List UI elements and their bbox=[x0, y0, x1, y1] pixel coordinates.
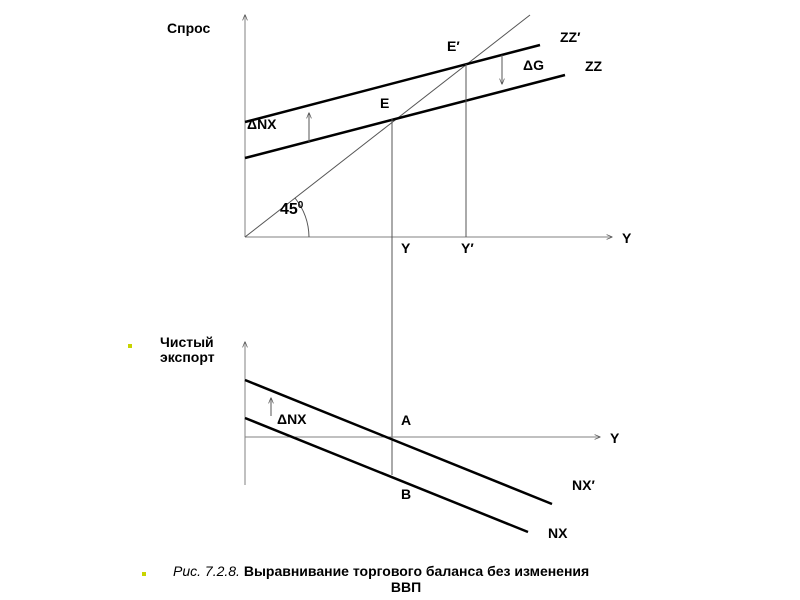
caption-text: Выравнивание торгового баланса без изменения bbox=[243, 563, 590, 579]
nx-label: NX bbox=[548, 525, 568, 541]
zz-line bbox=[245, 75, 565, 158]
nx-prime-line bbox=[245, 380, 552, 504]
delta-nx-top-label: ΔNX bbox=[247, 116, 277, 132]
zz-prime-line bbox=[245, 45, 540, 122]
bottom-x-axis-label: Y bbox=[610, 430, 620, 446]
point-b-label: B bbox=[401, 486, 412, 502]
bullet-caption bbox=[142, 572, 146, 576]
delta-g-label: ΔG bbox=[523, 57, 544, 73]
figure-caption bbox=[173, 563, 663, 595]
point-a-label: A bbox=[401, 412, 412, 428]
nx-prime-label: NX′ bbox=[572, 477, 595, 493]
zz-prime-label: ZZ′ bbox=[560, 29, 581, 45]
net-export-label: Чистый экспорт bbox=[160, 334, 215, 365]
caption-text-line2: ВВП bbox=[390, 579, 422, 595]
angle-label: $45^0$ bbox=[280, 200, 304, 218]
tick-y-prime-label: Y′ bbox=[461, 240, 474, 256]
caption-prefix: Рис. 7.2.8. bbox=[173, 563, 240, 579]
point-e-label: E bbox=[380, 95, 390, 111]
point-e-prime-label: E′ bbox=[447, 38, 460, 54]
nx-line bbox=[245, 418, 528, 532]
tick-y-label: Y bbox=[401, 240, 411, 256]
zz-label: ZZ bbox=[585, 58, 603, 74]
delta-nx-bottom-label: ΔNX bbox=[277, 411, 307, 427]
top-y-axis-label: Спрос bbox=[167, 20, 211, 36]
bullet-net-export bbox=[128, 344, 132, 348]
top-x-axis-label: Y bbox=[622, 230, 632, 246]
